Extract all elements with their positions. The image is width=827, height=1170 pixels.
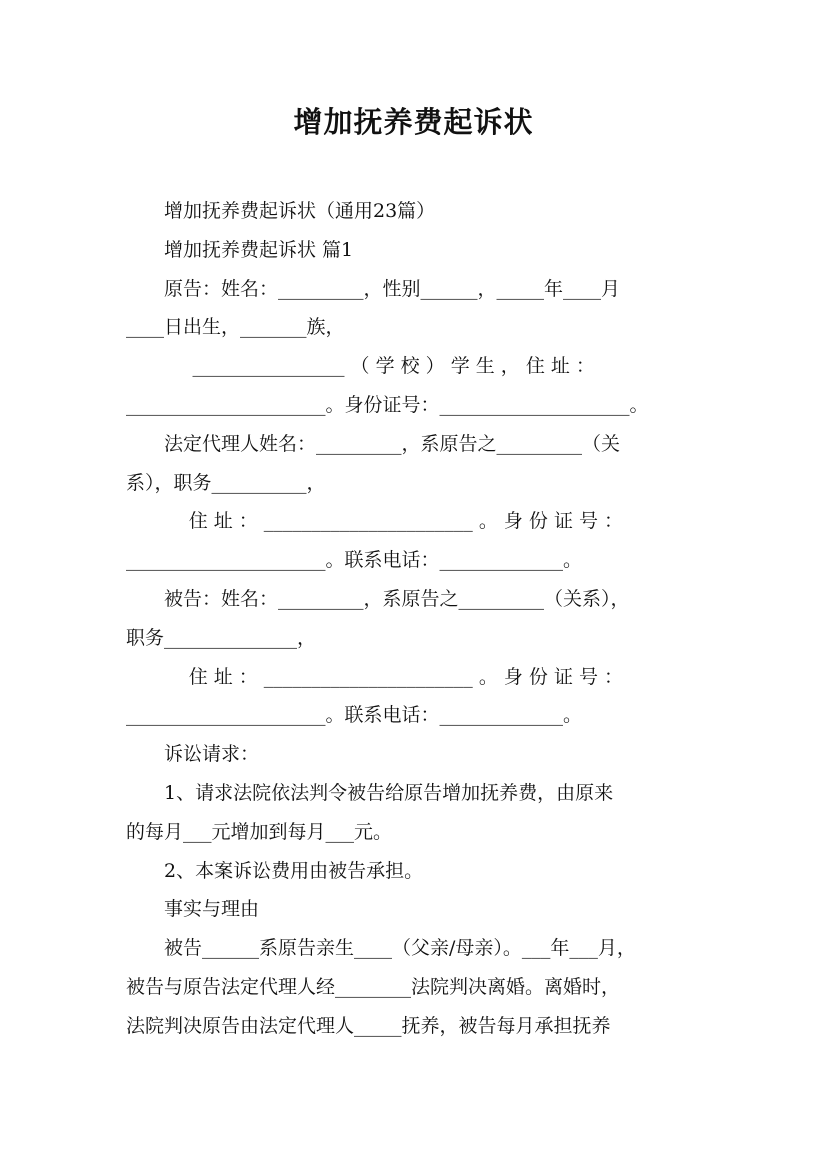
plaintiff-line-2: ____日出生，_______族， xyxy=(126,316,345,339)
defendant-line-1: 被告：姓名：_________，系原告之_________（关系）， xyxy=(164,587,630,610)
facts-line-3: 法院判决原告由法定代理人_____抚养，被告每月承担抚养 xyxy=(126,1014,611,1037)
claim-1-line-1: 1、请求法院依法判令被告给原告增加抚养费，由原来 xyxy=(164,781,614,804)
document-title: 增加抚养费起诉状 xyxy=(293,105,534,139)
document-body xyxy=(126,192,702,1046)
subtitle: 增加抚养费起诉状（通用23篇） xyxy=(164,200,436,222)
claims-heading: 诉讼请求： xyxy=(164,743,260,766)
section-heading: 增加抚养费起诉状 篇1 xyxy=(164,238,354,261)
plaintiff-line-1: 原告：姓名：_________，性别______，_____年____月 xyxy=(164,277,621,300)
facts-heading: 事实与理由 xyxy=(164,898,260,921)
claim-2: 2、本案诉讼费用由被告承担。 xyxy=(164,859,424,882)
guardian-line-3: 住 址 ： ______________________ 。 身 份 证 号 ： xyxy=(188,510,624,533)
plaintiff-line-4: _____________________。身份证号：____________________。 xyxy=(126,393,649,416)
plaintiff-line-3: ________________ （ 学 校 ） 学 生 ， 住 址 ： xyxy=(192,355,595,378)
claim-1-line-2: 的每月___元增加到每月___元。 xyxy=(126,820,393,843)
facts-line-1: 被告______系原告亲生____（父亲/母亲）。___年___月， xyxy=(164,937,636,960)
guardian-line-4: _____________________。联系电话：_____________。 xyxy=(126,549,583,572)
guardian-line-1: 法定代理人姓名：_________，系原告之_________（关 xyxy=(164,432,621,455)
defendant-line-4: _____________________。联系电话：_____________。 xyxy=(126,704,583,727)
defendant-line-2: 职务______________， xyxy=(126,626,317,649)
defendant-line-3: 住 址 ： ______________________ 。 身 份 证 号 ： xyxy=(188,665,624,688)
guardian-line-2: 系），职务__________， xyxy=(126,471,326,494)
facts-line-2: 被告与原告法定代理人经________法院判决离婚。离婚时， xyxy=(126,975,621,998)
